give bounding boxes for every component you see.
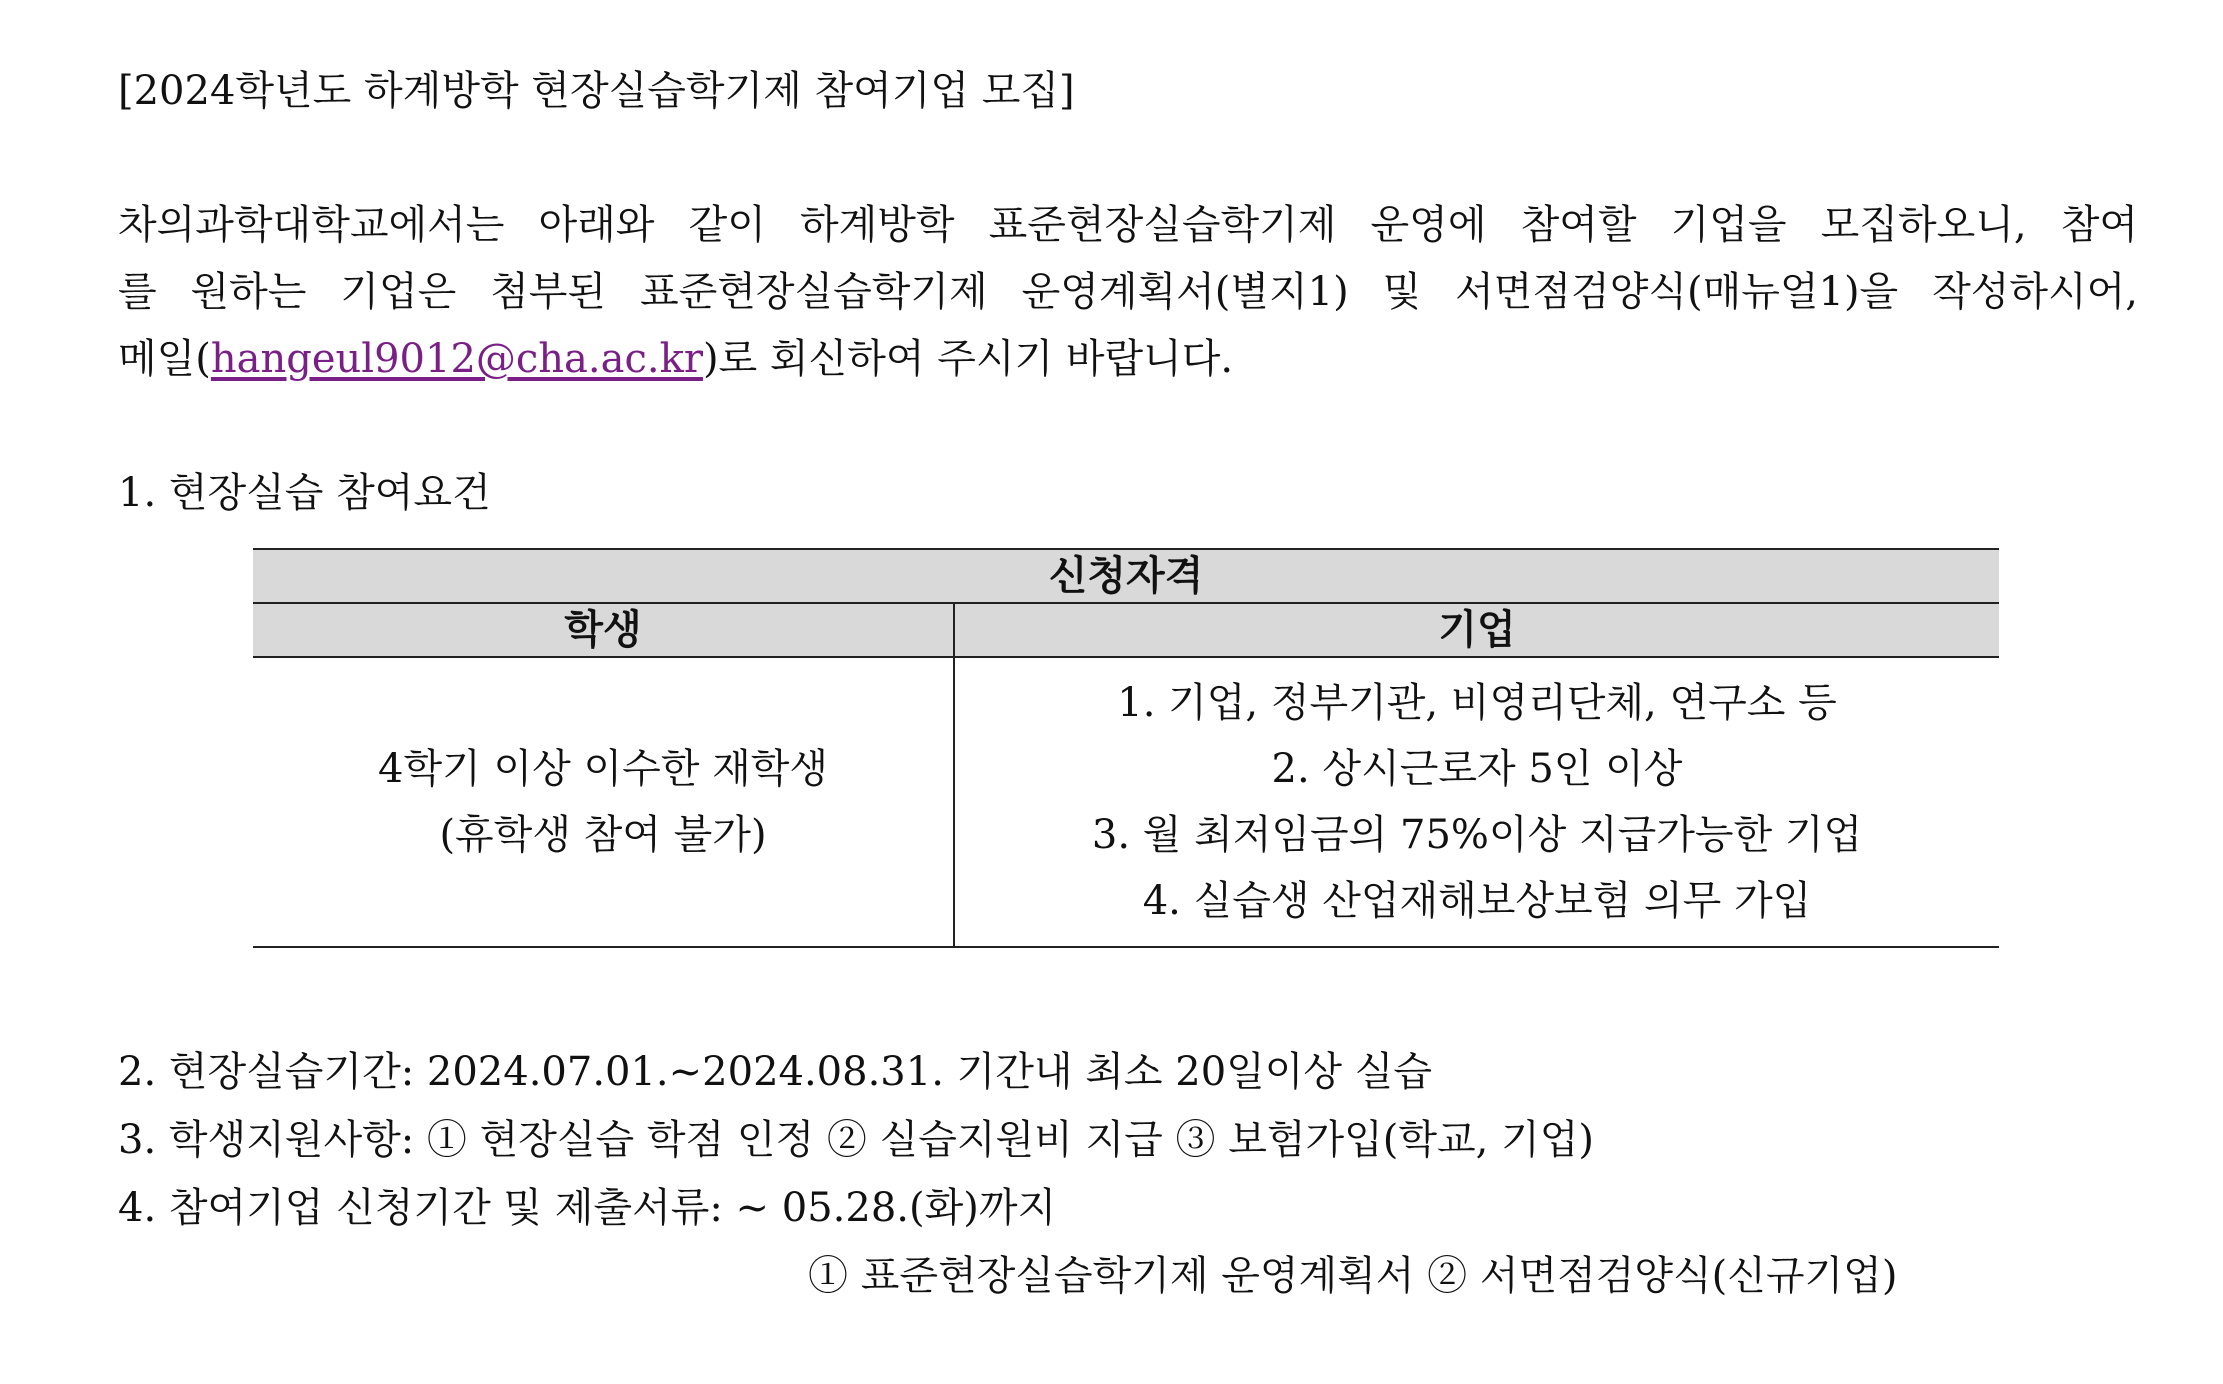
section-1-title: 1. 현장실습 참여요건 [118, 470, 491, 516]
company-requirements-cell [954, 657, 1999, 947]
company-requirement-line: 2. 상시근로자 5인 이상 [1271, 746, 1683, 792]
required-documents: ① 표준현장실습학기제 운영계획서 ② 서면점검양식(신규기업) [808, 1253, 1898, 1299]
section-4-application: 4. 참여기업 신청기간 및 제출서류: ~ 05.28.(화)까지 [118, 1185, 1057, 1231]
eligibility-table [253, 548, 1999, 948]
intro-line-3 [118, 334, 1233, 384]
section-3-support: 3. 학생지원사항: ① 현장실습 학점 인정 ② 실습지원비 지급 ③ 보험가입(학교, 기업) [118, 1117, 1594, 1163]
intro-line-1: 차의과학대학교에서는 아래와 같이 하계방학 표준현장실습학기제 운영에 참여할 기업을 모집하오니, 참여 [118, 202, 2138, 248]
column-header-company: 기업 [954, 603, 1999, 657]
intro-line-2: 를 원하는 기업은 첨부된 표준현장실습학기제 운영계획서(별지1) 및 서면점검양식(매뉴얼1)을 작성하시어, [118, 269, 2138, 315]
column-header-student: 학생 [253, 603, 954, 657]
student-requirements-cell [253, 657, 954, 947]
email-link[interactable]: hangeul9012@cha.ac.kr [210, 336, 703, 382]
company-requirement-line: 3. 월 최저임금의 75%이상 지급가능한 기업 [1091, 812, 1863, 858]
table-header-eligibility: 신청자격 [253, 549, 1999, 603]
document-heading: [2024학년도 하계방학 현장실습학기제 참여기업 모집] [118, 68, 1075, 114]
intro-line-3-prefix: 메일( [118, 336, 211, 382]
company-requirement-line: 4. 실습생 산업재해보상보험 의무 가입 [1142, 878, 1812, 924]
student-requirement-line: 4학기 이상 이수한 재학생 [378, 746, 828, 792]
company-requirement-line: 1. 기업, 정부기관, 비영리단체, 연구소 등 [1117, 680, 1837, 726]
section-2-period: 2. 현장실습기간: 2024.07.01.~2024.08.31. 기간내 최소 20일이상 실습 [118, 1049, 1433, 1095]
student-requirement-line: (휴학생 참여 불가) [439, 812, 767, 858]
intro-line-3-suffix: )로 회신하여 주시기 바랍니다. [702, 336, 1234, 382]
